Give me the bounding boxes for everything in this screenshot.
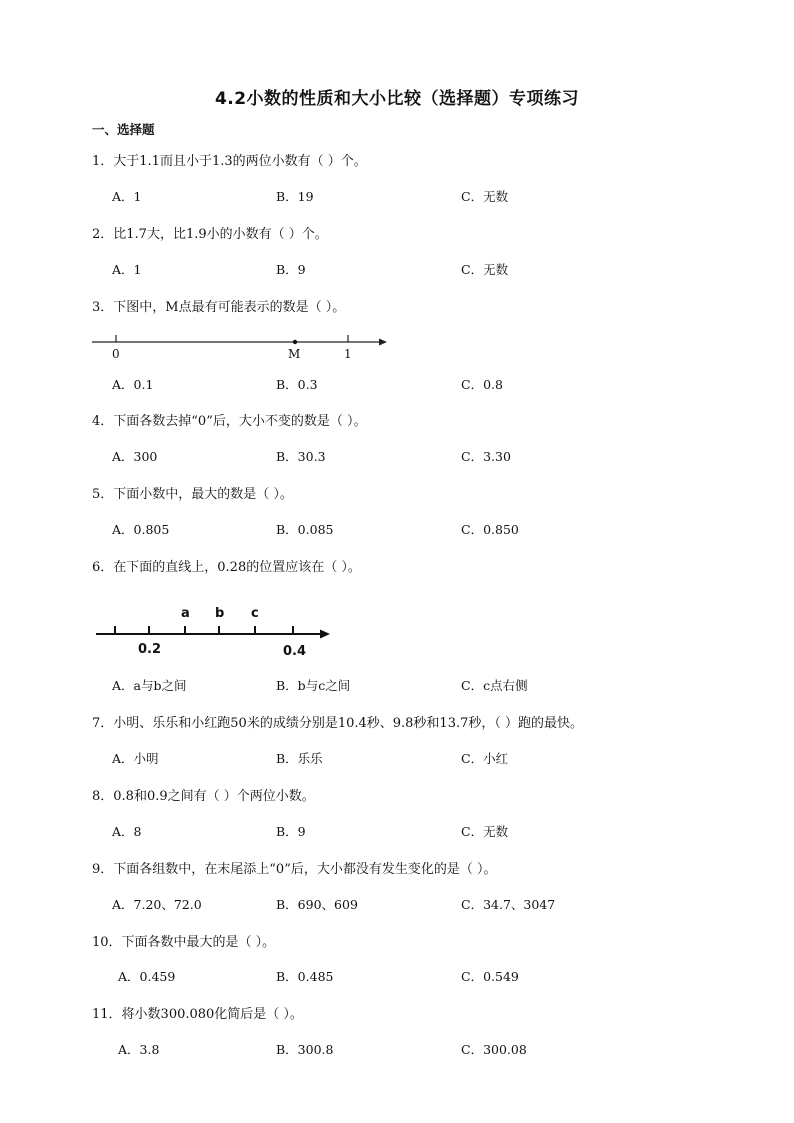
question-7: 7．小明、乐乐和小红跑50米的成绩分别是10.4秒、9.8秒和13.7秒，（ ）跑的最快。 — [92, 716, 584, 731]
question-10: 10．下面各数中最大的是（ ）。 — [92, 935, 276, 950]
option-c: C．无数 — [461, 189, 509, 204]
label-0-4: 0.4 — [283, 644, 307, 659]
option-b: B．19 — [276, 189, 314, 204]
option-b: B．300.8 — [276, 1042, 334, 1057]
question-8: 8．0.8和0.9之间有（ ）个两位小数。 — [92, 789, 315, 804]
option-b: B．0.085 — [276, 522, 334, 537]
option-c: C．无数 — [461, 824, 509, 839]
option-c: C．c点右侧 — [461, 678, 528, 693]
question-5: 5．下面小数中，最大的数是（ ）。 — [92, 487, 293, 502]
point-m — [293, 340, 297, 344]
option-c: C．0.549 — [461, 969, 519, 984]
number-line-m — [90, 332, 400, 362]
label-m: M — [288, 347, 301, 361]
option-c: C．小红 — [461, 751, 509, 766]
option-a: A．小明 — [112, 751, 159, 766]
arrow-head — [320, 630, 330, 639]
option-b: B．690、609 — [276, 897, 358, 912]
question-11: 11．将小数300.080化简后是（ ）。 — [92, 1007, 303, 1022]
option-a: A．1 — [112, 189, 142, 204]
number-line-abc — [94, 600, 344, 660]
option-b: B．乐乐 — [276, 751, 323, 766]
option-b: B．b与c之间 — [276, 678, 351, 693]
option-c: C．3.30 — [461, 449, 511, 464]
option-a: A．a与b之间 — [112, 678, 187, 693]
option-a: A．0.459 — [118, 969, 176, 984]
option-c: C．34.7、3047 — [461, 897, 556, 912]
option-c: C．0.850 — [461, 522, 519, 537]
arrow-head — [379, 339, 387, 346]
option-a: A．7.20、72.0 — [112, 897, 202, 912]
question-2: 2．比1.7大，比1.9小的小数有（ ）个。 — [92, 227, 328, 242]
option-c: C．0.8 — [461, 377, 503, 392]
label-b: b — [215, 606, 225, 621]
question-6: 6．在下面的直线上，0.28的位置应该在（ ）。 — [92, 560, 361, 575]
label-0: 0 — [112, 347, 120, 361]
page-title: 4.2小数的性质和大小比较（选择题）专项练习 — [214, 89, 580, 109]
option-a: A．0.1 — [112, 377, 154, 392]
question-1: 1．大于1.1而且小于1.3的两位小数有（ ）个。 — [92, 154, 367, 169]
option-c: C．无数 — [461, 262, 509, 277]
question-3: 3．下图中，M点最有可能表示的数是（ ）。 — [92, 300, 346, 315]
option-c: C．300.08 — [461, 1042, 527, 1057]
label-1: 1 — [344, 347, 352, 361]
label-0-2: 0.2 — [138, 642, 162, 657]
option-b: B．9 — [276, 262, 306, 277]
question-4: 4．下面各数去掉“0”后，大小不变的数是（ ）。 — [92, 414, 367, 429]
label-c: c — [251, 606, 259, 621]
option-a: A．8 — [112, 824, 142, 839]
option-a: A．300 — [112, 449, 158, 464]
option-a: A．3.8 — [118, 1042, 160, 1057]
option-b: B．9 — [276, 824, 306, 839]
option-b: B．30.3 — [276, 449, 326, 464]
option-b: B．0.485 — [276, 969, 334, 984]
section-heading: 一、选择题 — [92, 122, 155, 137]
option-b: B．0.3 — [276, 377, 318, 392]
label-a: a — [181, 606, 190, 621]
option-a: A．0.805 — [112, 522, 170, 537]
option-a: A．1 — [112, 262, 142, 277]
question-9: 9．下面各组数中，在末尾添上“0”后，大小都没有发生变化的是（ ）。 — [92, 862, 497, 877]
